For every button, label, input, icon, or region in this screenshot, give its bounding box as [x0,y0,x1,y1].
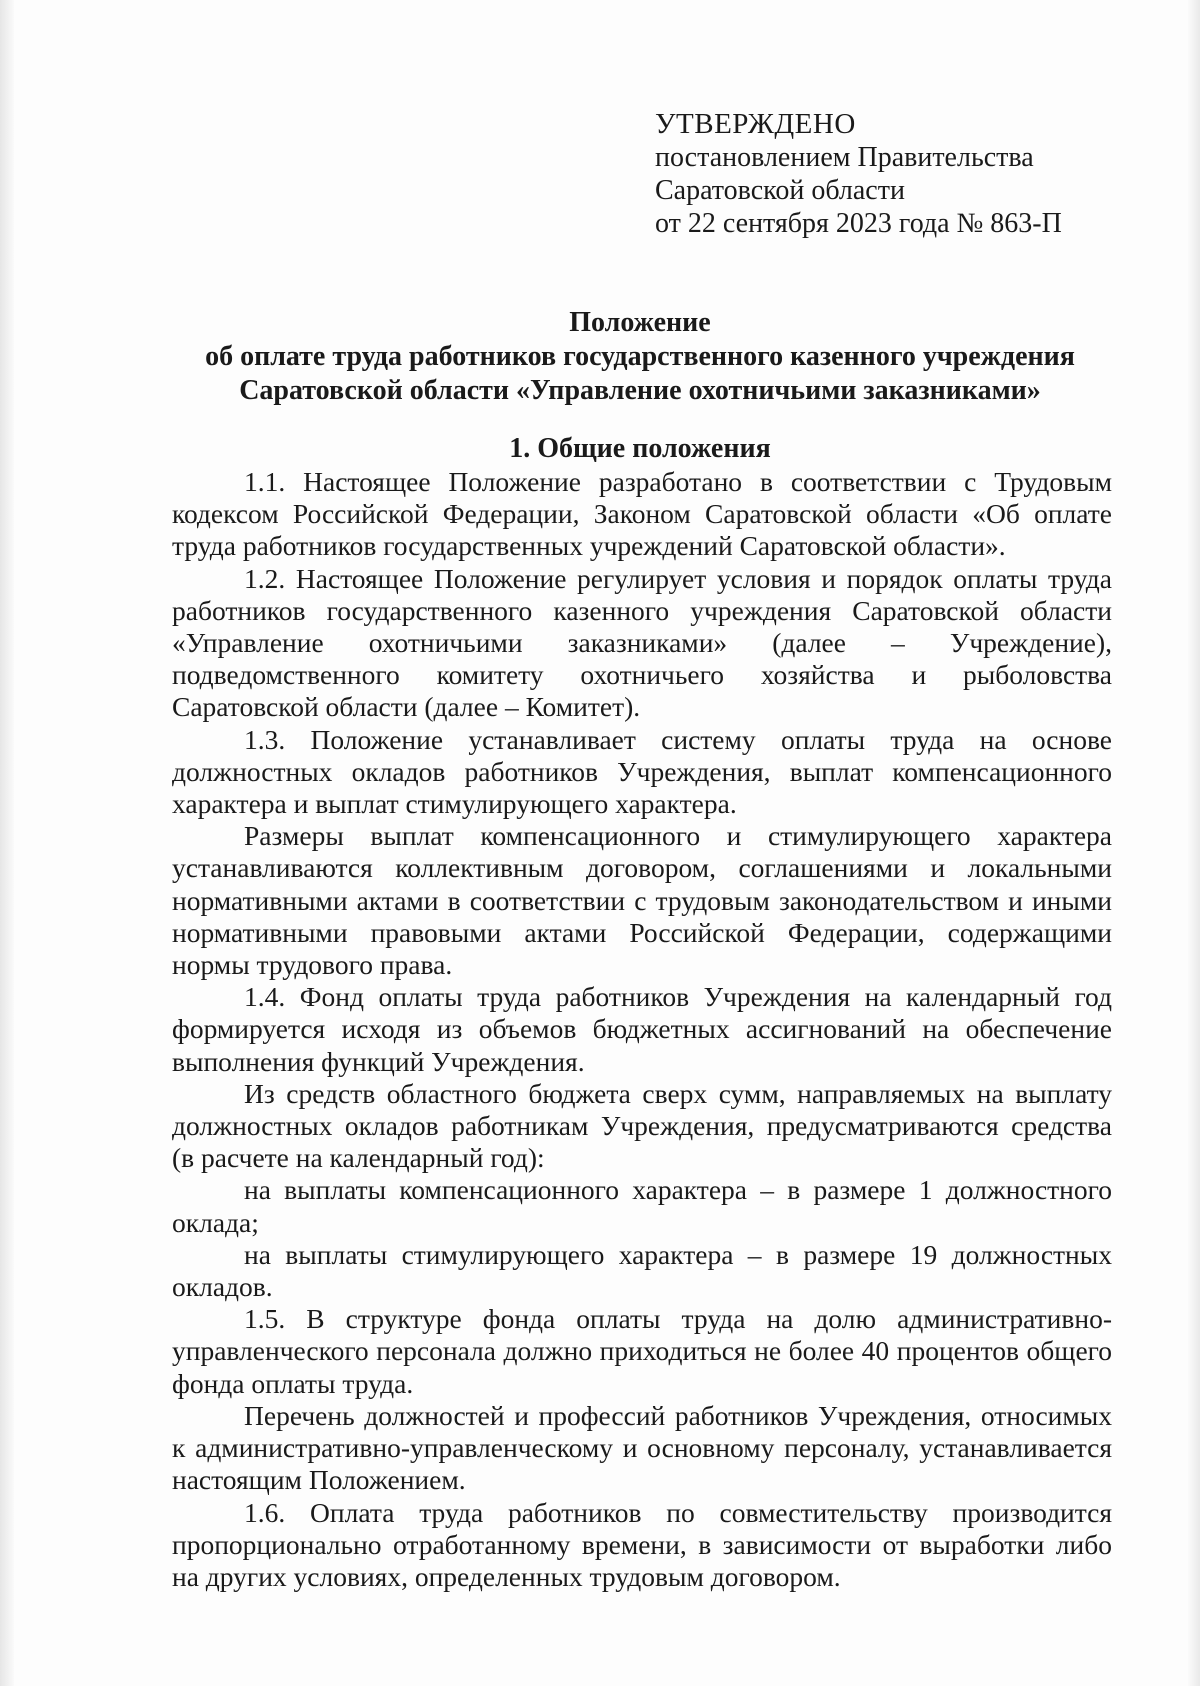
paragraph-1-4-compensation: на выплаты компенсационного характера – в размере 1 должностного оклада; [172,1174,1112,1238]
approval-stamp: УТВЕРЖДЕНО [655,108,856,140]
approval-line-3: от 22 сентября 2023 года № 863-П [655,208,1062,239]
paragraph-1-4: 1.4. Фонд оплаты труда работников Учреждения на календарный год формируется исходя из объемов бюджетных ассигнований на обеспечение выполнения функций Учреждения. [172,981,1112,1077]
approval-block [655,108,1062,240]
scan-edge-right [1188,0,1200,1686]
paragraph-1-5-list: Перечень должностей и профессий работников Учреждения, относимых к административно-управленческому и основному персоналу, устанавливается настоящим Положением. [172,1399,1112,1496]
approval-line-2: Саратовской области [655,175,905,206]
paragraph-1-3-sizes: Размеры выплат компенсационного и стимулирующего характера устанавливаются коллективным договором, соглашениями и локальными нормативными актами в соответствии с трудовым законодательством и иными нормативными правовыми актами Российской Федерации, содержащими нормы трудового права. [172,820,1112,981]
paragraph-1-1: 1.1. Настоящее Положение разработано в соответствии с Трудовым кодексом Российской Федерации, Законом Саратовской области «Об оплате труда работников государственных учреждений Саратовской области». [172,466,1112,562]
document-title [170,306,1110,408]
approval-line-1: постановлением Правительства [655,142,1034,173]
paragraph-1-5: 1.5. В структуре фонда оплаты труда на долю административно-управленческого персонала должно приходиться не более 40 процентов общего фонда оплаты труда. [172,1303,1112,1399]
section-body [172,466,1112,1593]
title-line-1: Положение [569,307,711,338]
paragraph-1-4-incentive: на выплаты стимулирующего характера – в размере 19 должностных окладов. [172,1238,1112,1303]
title-line-3: Саратовской области «Управление охотничьими заказниками» [239,375,1041,406]
paragraph-1-3: 1.3. Положение устанавливает систему оплаты труда на основе должностных окладов работников Учреждения, выплат компенсационного характера и выплат стимулирующего характера. [172,723,1112,820]
section-heading: 1. Общие положения [509,433,771,464]
paragraph-1-6: 1.6. Оплата труда работников по совместительству производится пропорционально отработанному времени, в зависимости от выработки либо на других условиях, определенных трудовым договором. [172,1496,1112,1592]
title-line-2: об оплате труда работников государственного казенного учреждения [205,341,1075,372]
paragraph-1-2: 1.2. Настоящее Положение регулирует условия и порядок оплаты труда работников государственного казенного учреждения Саратовской области «Управление охотничьими заказниками» (далее – Учреждение), подведомственного комитету охотничьего хозяйства и рыболовства Саратовской области (далее – Комитет). [172,562,1112,723]
scan-edge-left [0,0,14,1686]
paragraph-1-4-funds: Из средств областного бюджета сверх сумм, направляемых на выплату должностных окладов работникам Учреждения, предусматриваются средства (в расчете на календарный год): [172,1077,1112,1174]
